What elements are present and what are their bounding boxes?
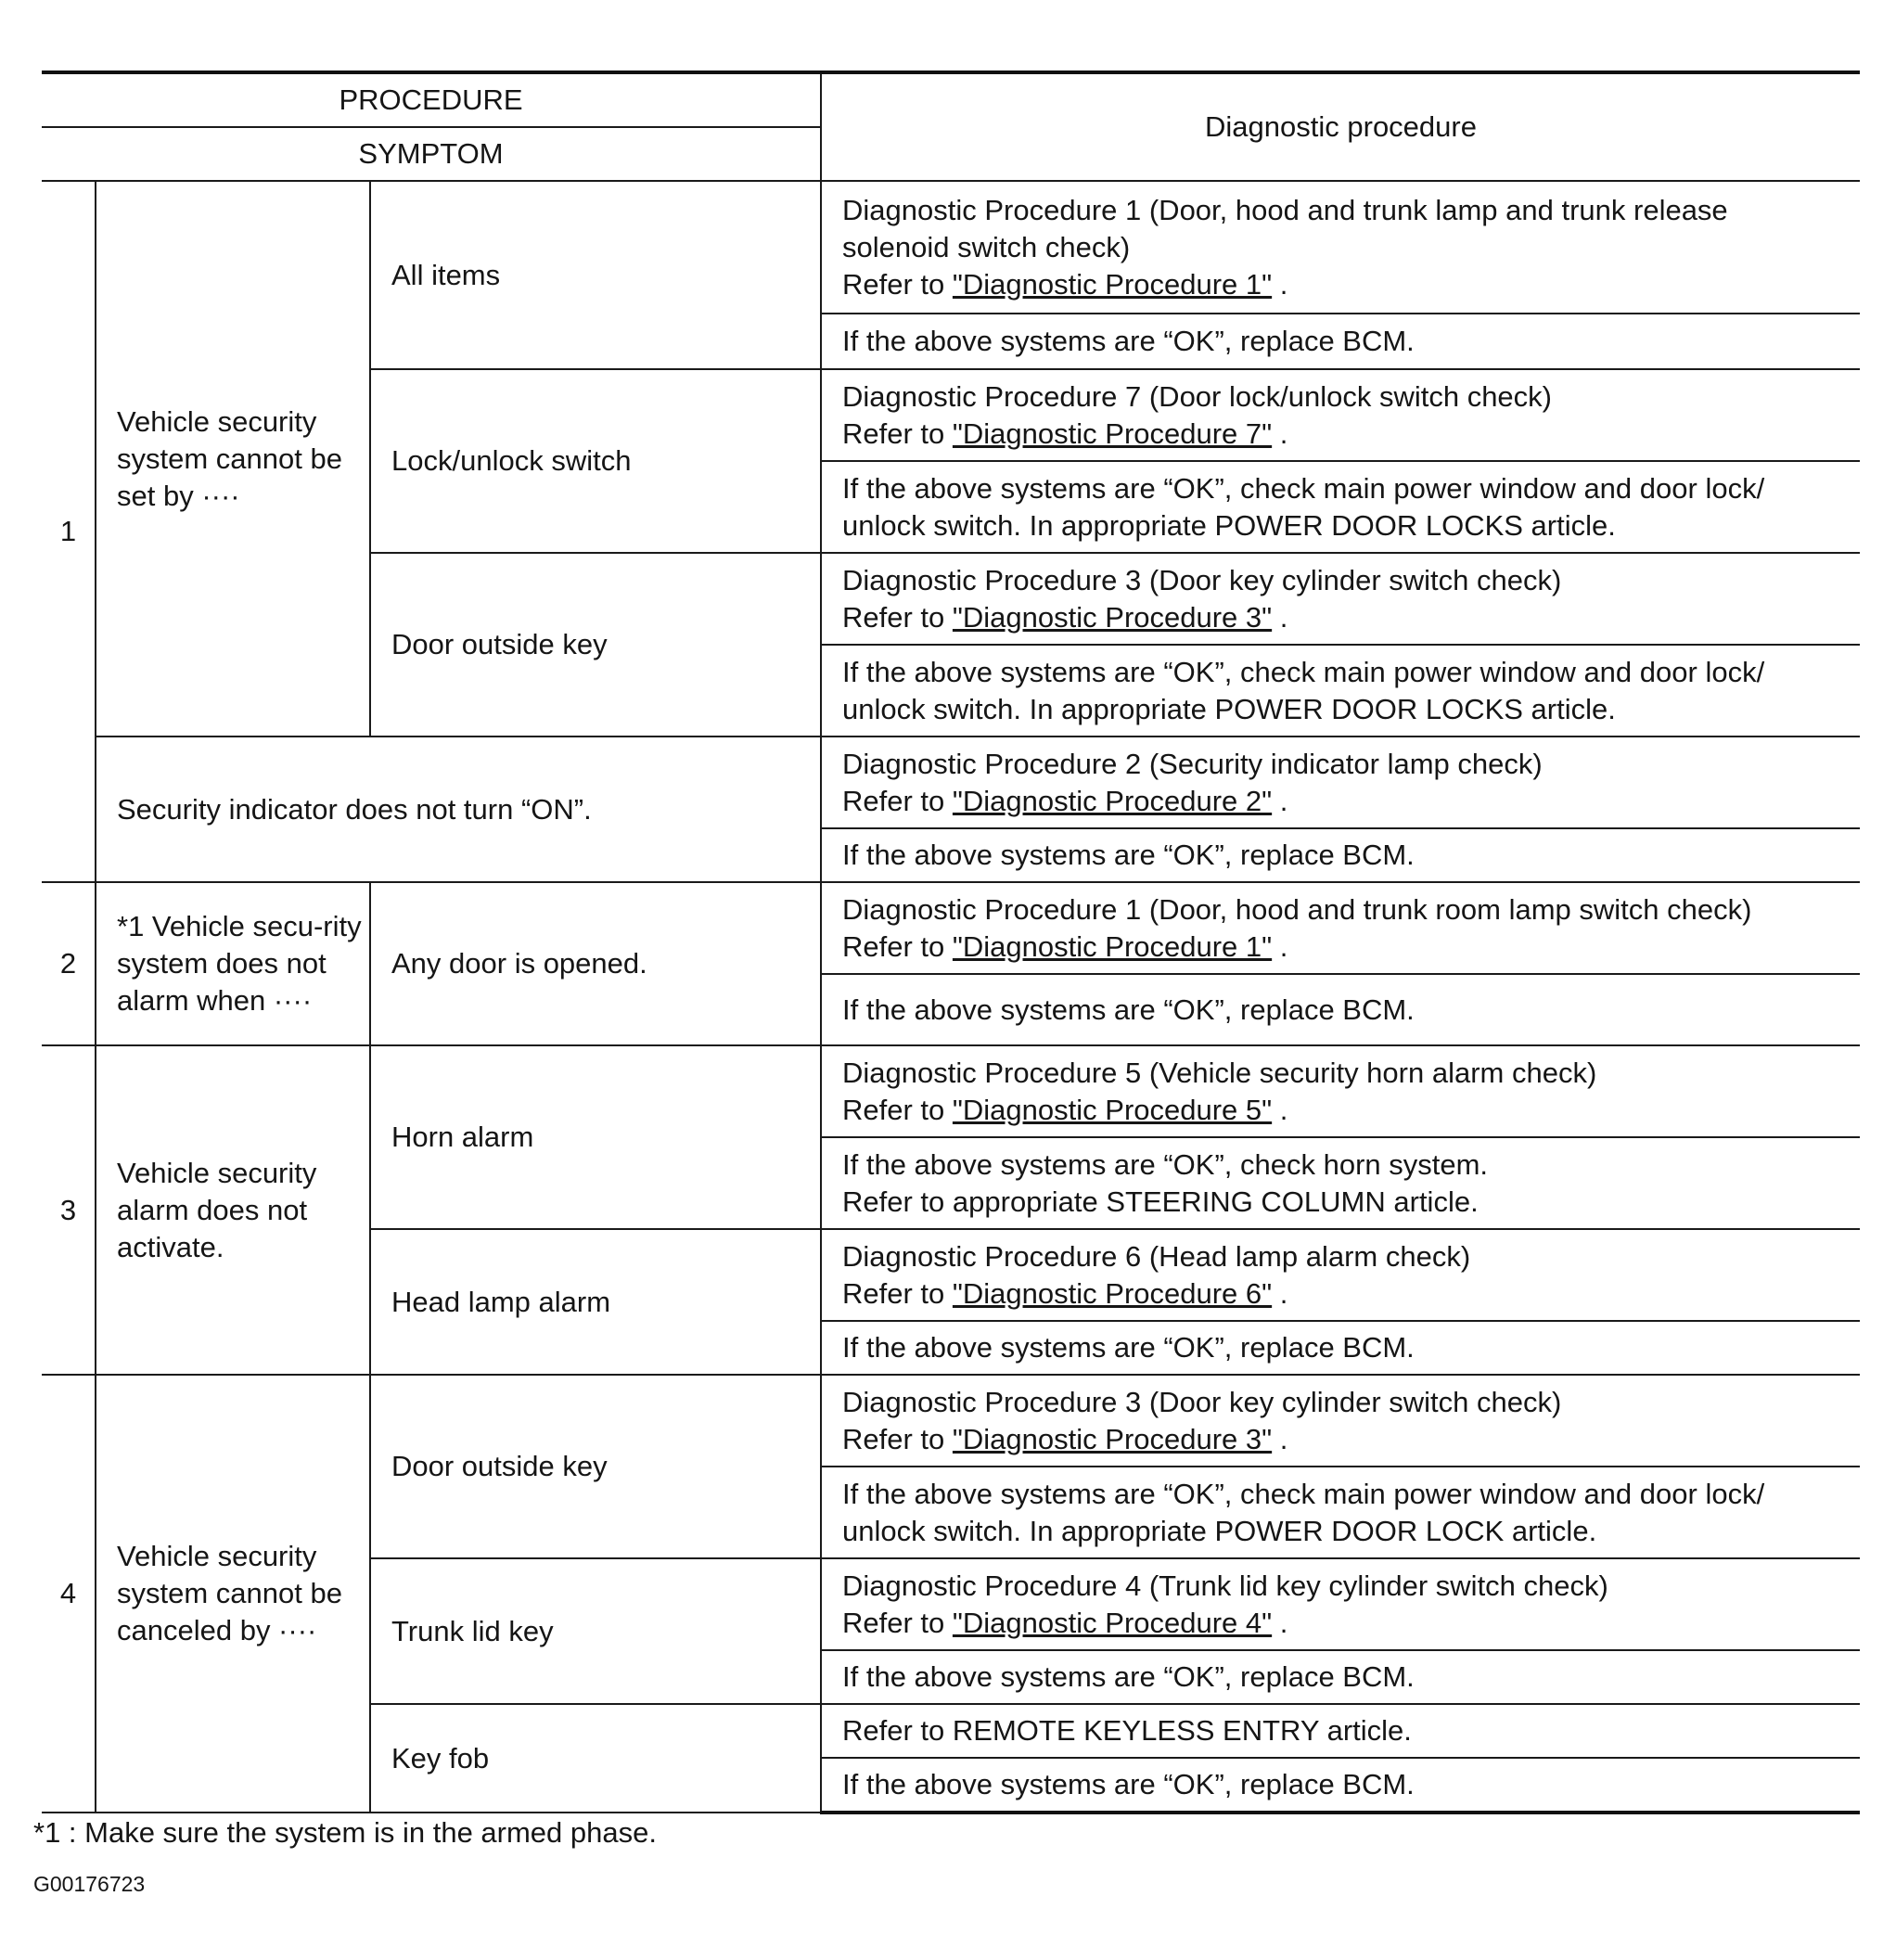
diagnostic-step [821,1375,1860,1467]
step-title: Diagnostic Procedure 7 (Door lock/unlock switch check) [842,379,1552,413]
step-reference: Refer to "Diagnostic Procedure 3" . [842,600,1288,634]
step-title: Diagnostic Procedure 1 (Door, hood and trunk lamp and trunk release solenoid switch check) [842,193,1728,263]
diagnostic-step [821,181,1860,314]
diagnostic-procedure-link[interactable]: "Diagnostic Procedure 4" [952,1606,1273,1639]
diagnostic-step [821,1229,1860,1321]
symptom-header: SYMPTOM [42,127,821,181]
step-title: Diagnostic Procedure 4 (Trunk lid key cylinder switch check) [842,1569,1608,1602]
item-cell: Key fob [370,1704,821,1813]
diagnostic-step: If the above systems are “OK”, replace BCM. [821,828,1860,882]
diagnostic-procedure-link[interactable]: "Diagnostic Procedure 2" [952,784,1273,817]
diagnostic-step: If the above systems are “OK”, replace BCM. [821,314,1860,369]
item-cell: Any door is opened. [370,882,821,1045]
item-cell: Door outside key [370,1375,821,1558]
diagnostic-step [821,1137,1860,1229]
step-title: Diagnostic Procedure 3 (Door key cylinder switch check) [842,563,1562,596]
step-reference: Refer to "Diagnostic Procedure 1" . [842,929,1288,963]
diagnostic-procedure-link[interactable]: "Diagnostic Procedure 5" [952,1093,1273,1126]
diagnostic-procedure-link[interactable]: "Diagnostic Procedure 1" [952,267,1273,301]
diagnostic-step [821,369,1860,461]
step-title: Diagnostic Procedure 5 (Vehicle security horn alarm check) [842,1056,1597,1089]
step-reference: Refer to "Diagnostic Procedure 6" . [842,1276,1288,1310]
symptom-cell: *1 Vehicle secu-rity system does not alarm when ···· [96,882,370,1045]
diagnostic-step [821,1558,1860,1650]
item-cell: All items [370,181,821,369]
row-number: 4 [42,1375,96,1813]
step-reference: Refer to "Diagnostic Procedure 3" . [842,1422,1288,1455]
diagnostic-step: Refer to REMOTE KEYLESS ENTRY article. [821,1704,1860,1758]
symptom-cell: Vehicle security system cannot be canceled by ···· [96,1375,370,1813]
step-line: Refer to appropriate STEERING COLUMN article. [842,1185,1479,1218]
item-cell: Horn alarm [370,1045,821,1229]
diagnostic-step [821,553,1860,645]
step-reference: Refer to "Diagnostic Procedure 4" . [842,1606,1288,1639]
diagnostic-procedure-link[interactable]: "Diagnostic Procedure 7" [952,416,1273,450]
item-cell: Door outside key [370,553,821,737]
diagnostic-step [821,1045,1860,1137]
symptom-cell: Vehicle security system cannot be set by ···· [96,181,370,737]
diagnostic-step: If the above systems are “OK”, check main power window and door lock/ unlock switch. In appropriate POWER DOOR LOCK article. [821,1467,1860,1558]
diagnostic-step: If the above systems are “OK”, replace BCM. [821,1321,1860,1375]
symptom-cell: Security indicator does not turn “ON”. [96,737,821,882]
diagnostic-procedure-link[interactable]: "Diagnostic Procedure 1" [952,929,1273,963]
step-reference: Refer to "Diagnostic Procedure 5" . [842,1093,1288,1126]
step-reference: Refer to "Diagnostic Procedure 1" . [842,267,1288,301]
row-number: 2 [42,882,96,1045]
diagnostic-procedure-header: Diagnostic procedure [821,72,1860,181]
step-title: Diagnostic Procedure 2 (Security indicator lamp check) [842,747,1543,780]
diagnostic-step: If the above systems are “OK”, replace BCM. [821,1650,1860,1704]
step-title: Diagnostic Procedure 6 (Head lamp alarm check) [842,1239,1471,1273]
diagnostic-procedure-link[interactable]: "Diagnostic Procedure 3" [952,1422,1273,1455]
row-number: 1 [42,181,96,882]
diagnostic-procedure-link[interactable]: "Diagnostic Procedure 3" [952,600,1273,634]
figure-code: G00176723 [33,1872,146,1896]
procedure-header: PROCEDURE [42,72,821,127]
diagnostic-step: If the above systems are “OK”, replace BCM. [821,974,1860,1045]
item-cell: Lock/unlock switch [370,369,821,553]
diagnostic-step: If the above systems are “OK”, check main power window and door lock/ unlock switch. In appropriate POWER DOOR LOCKS article. [821,645,1860,737]
diagnostic-step: If the above systems are “OK”, check main power window and door lock/ unlock switch. In appropriate POWER DOOR LOCKS article. [821,461,1860,553]
step-reference: Refer to "Diagnostic Procedure 2" . [842,784,1288,817]
step-reference: Refer to "Diagnostic Procedure 7" . [842,416,1288,450]
item-cell: Trunk lid key [370,1558,821,1704]
symptom-cell: Vehicle security alarm does not activate. [96,1045,370,1375]
step-title: Diagnostic Procedure 1 (Door, hood and trunk room lamp switch check) [842,892,1752,926]
diagnostic-step: If the above systems are “OK”, replace BCM. [821,1758,1860,1813]
diagnostic-step [821,882,1860,974]
diagnostic-table-document [42,70,1860,1814]
diagnostic-procedure-link[interactable]: "Diagnostic Procedure 6" [952,1276,1273,1310]
symptom-chart-table [42,70,1860,1814]
item-cell: Head lamp alarm [370,1229,821,1375]
step-title: Diagnostic Procedure 3 (Door key cylinder switch check) [842,1385,1562,1418]
diagnostic-step [821,737,1860,828]
footnote: *1 : Make sure the system is in the armed phase. [33,1816,657,1849]
step-line: If the above systems are “OK”, check horn system. [842,1147,1489,1181]
row-number: 3 [42,1045,96,1375]
